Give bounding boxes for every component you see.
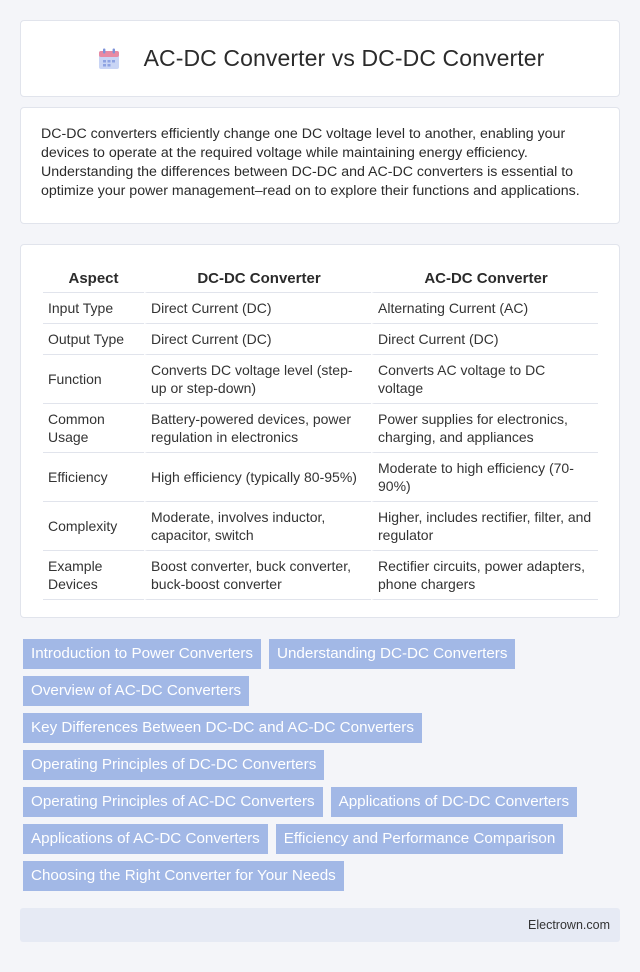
intro-card <box>20 107 620 224</box>
tag-link[interactable]: Understanding DC-DC Converters <box>269 639 515 669</box>
tag-row <box>23 713 620 743</box>
table-row <box>43 324 598 355</box>
table-cell-aspect: Example Devices <box>43 551 144 600</box>
tag-link[interactable]: Efficiency and Performance Comparison <box>276 824 564 854</box>
footer <box>20 908 620 942</box>
topic-tags <box>20 639 620 898</box>
table-cell-ac-dc: Moderate to high efficiency (70-90%) <box>371 453 598 502</box>
tag-link[interactable]: Overview of AC-DC Converters <box>23 676 249 706</box>
table-cell-aspect: Function <box>43 355 144 404</box>
page-title: AC-DC Converter vs DC-DC Converter <box>143 45 545 71</box>
tag-row <box>23 824 620 854</box>
table-cell-ac-dc: Rectifier circuits, power adapters, phone chargers <box>371 551 598 600</box>
tag-link[interactable]: Operating Principles of AC-DC Converters <box>23 787 323 817</box>
comparison-table-card <box>20 244 620 618</box>
table-cell-dc-dc: High efficiency (typically 80-95%) <box>144 453 371 502</box>
footer-site-name: Electrown.com <box>528 918 610 932</box>
table-cell-dc-dc: Battery-powered devices, power regulation in electronics <box>144 404 371 453</box>
table-cell-aspect: Efficiency <box>43 453 144 502</box>
tag-row <box>23 787 620 817</box>
table-cell-dc-dc: Moderate, involves inductor, capacitor, switch <box>144 502 371 551</box>
tag-link[interactable]: Applications of DC-DC Converters <box>331 787 577 817</box>
table-cell-ac-dc: Direct Current (DC) <box>371 324 598 355</box>
table-cell-ac-dc: Converts AC voltage to DC voltage <box>371 355 598 404</box>
title-card <box>20 20 620 97</box>
table-cell-aspect: Output Type <box>43 324 144 355</box>
table-row <box>43 502 598 551</box>
tag-link[interactable]: Operating Principles of DC-DC Converters <box>23 750 324 780</box>
table-row <box>43 355 598 404</box>
table-cell-aspect: Complexity <box>43 502 144 551</box>
table-cell-ac-dc: Higher, includes rectifier, filter, and regulator <box>371 502 598 551</box>
tag-link[interactable]: Applications of AC-DC Converters <box>23 824 268 854</box>
tag-row <box>23 750 620 780</box>
table-cell-dc-dc: Direct Current (DC) <box>144 293 371 324</box>
table-row <box>43 551 598 600</box>
table-cell-aspect: Input Type <box>43 293 144 324</box>
table-row <box>43 453 598 502</box>
intro-paragraph: DC-DC converters efficiently change one DC voltage level to another, enabling your devices to operate at the required voltage while maintaining energy efficiency. Understanding the differences between DC-DC and AC-DC converters is essential to optimize your power management–read on to explore their functions and applications. <box>41 126 580 199</box>
tag-link[interactable]: Key Differences Between DC-DC and AC-DC Converters <box>23 713 422 743</box>
table-row <box>43 293 598 324</box>
header-ac-dc: AC-DC Converter <box>371 265 598 293</box>
table-cell-aspect: Common Usage <box>43 404 144 453</box>
table-cell-ac-dc: Power supplies for electronics, charging, and appliances <box>371 404 598 453</box>
tag-row <box>23 639 620 669</box>
header-aspect: Aspect <box>43 265 144 293</box>
table-cell-dc-dc: Converts DC voltage level (step-up or step-down) <box>144 355 371 404</box>
table-row <box>43 404 598 453</box>
tag-row <box>23 861 620 891</box>
tag-link[interactable]: Choosing the Right Converter for Your Needs <box>23 861 344 891</box>
table-cell-dc-dc: Direct Current (DC) <box>144 324 371 355</box>
header-dc-dc: DC-DC Converter <box>144 265 371 293</box>
tag-link[interactable]: Introduction to Power Converters <box>23 639 261 669</box>
table-header-row <box>43 265 598 293</box>
title-wrap <box>96 45 545 72</box>
table-cell-ac-dc: Alternating Current (AC) <box>371 293 598 324</box>
tag-row <box>23 676 620 706</box>
calendar-icon <box>96 46 122 72</box>
comparison-table <box>43 265 598 600</box>
table-cell-dc-dc: Boost converter, buck converter, buck-boost converter <box>144 551 371 600</box>
